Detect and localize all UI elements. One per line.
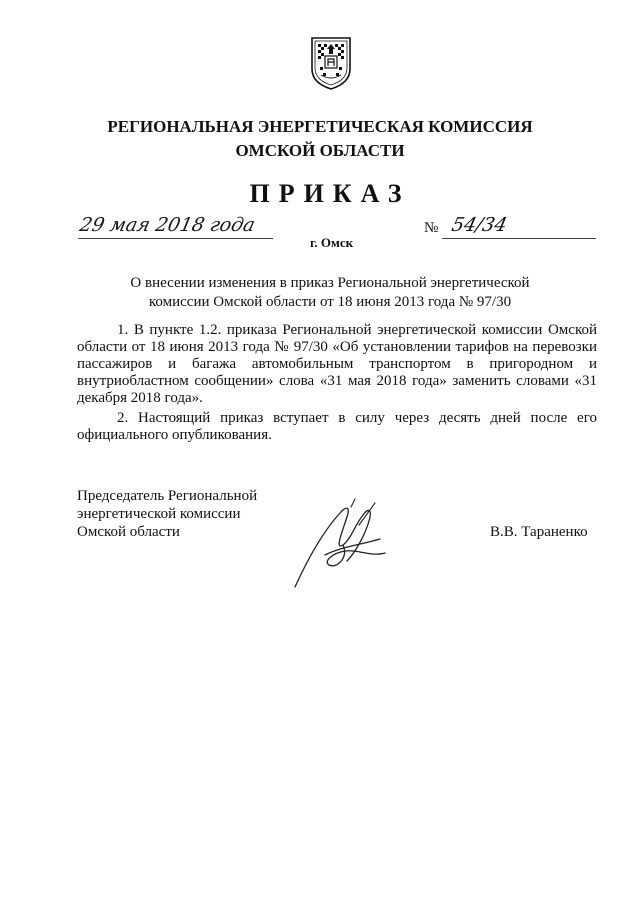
signatory-position-line: Омской области xyxy=(77,524,180,540)
number-label: № xyxy=(424,220,439,236)
paragraph-2-line: 2. Настоящий приказ вступает в силу через десять дней после его xyxy=(117,410,597,426)
organization-name-line1: РЕГИОНАЛЬНАЯ ЭНЕРГЕТИЧЕСКАЯ КОМИССИЯ xyxy=(107,117,533,136)
city-label: г. Омск xyxy=(310,235,354,250)
document-type-title: ПРИКАЗ xyxy=(249,179,411,208)
signatory-name: В.В. Тараненко xyxy=(490,524,588,540)
organization-name-line2: ОМСКОЙ ОБЛАСТИ xyxy=(235,141,405,160)
paragraph-1-line: 1. В пункте 1.2. приказа Региональной энергетической комиссии Омской xyxy=(117,322,597,338)
handwritten-number: 54/34 xyxy=(449,214,510,236)
paragraph-1-line: пассажиров и багажа автомобильным транспортом в пригородном и xyxy=(77,356,597,372)
paragraph-1-line: внутриобластном сообщении» слова «31 мая 2018 года» заменить словами «31 xyxy=(77,373,597,389)
number-underline xyxy=(442,238,596,239)
signatory-position-line: Председатель Региональной xyxy=(77,488,258,504)
paragraph-2 xyxy=(77,410,597,444)
subject-line1: О внесении изменения в приказ Региональной энергетической xyxy=(130,275,530,291)
subject-line2: комиссии Омской области от 18 июня 2013 года № 97/30 xyxy=(148,294,512,310)
paragraph-1-line: области от 18 июня 2013 года № 97/30 «Об установлении тарифов на перевозки xyxy=(77,339,597,355)
paragraph-2-line: официального опубликования. xyxy=(77,427,272,443)
paragraph-1 xyxy=(77,322,597,407)
date-underline xyxy=(78,238,273,239)
coat-of-arms-emblem xyxy=(309,35,353,91)
handwritten-date: 29 мая 2018 года xyxy=(77,214,258,236)
signatory-position xyxy=(77,487,257,541)
signatory-position-line: энергетической комиссии xyxy=(77,506,241,522)
paragraph-1-line: декабря 2018 года». xyxy=(77,390,203,406)
handwritten-signature xyxy=(285,495,395,595)
